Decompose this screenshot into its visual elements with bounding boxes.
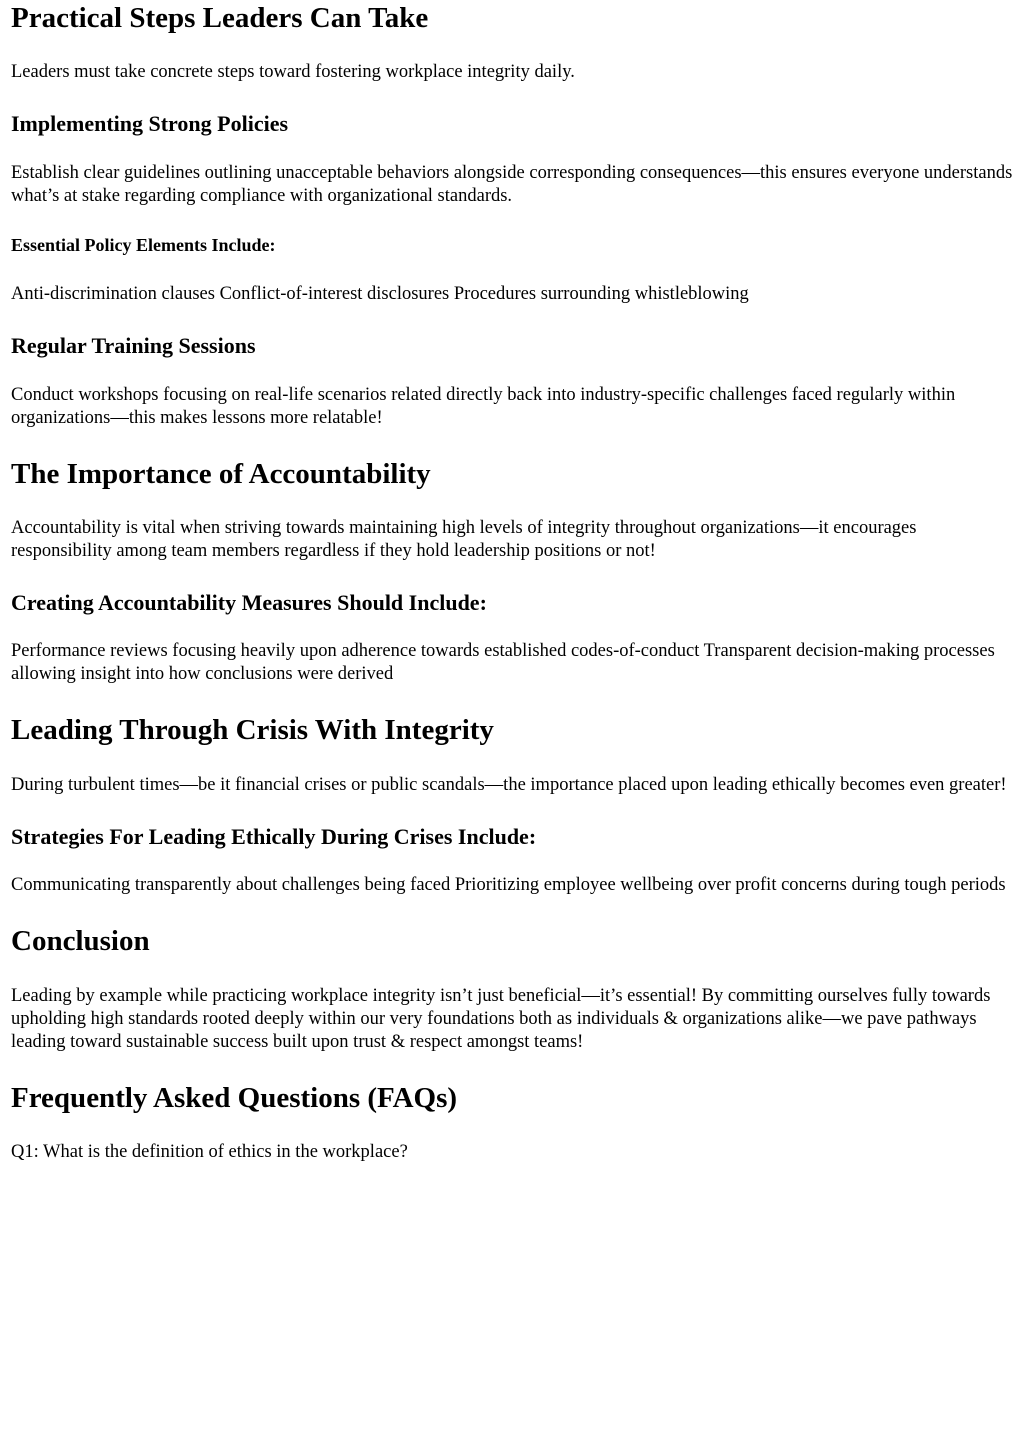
subheading-policy-elements: Essential Policy Elements Include: — [11, 234, 276, 255]
paragraph-accountability-intro: Accountability is vital when striving towards maintaining high levels of integrity throughout organizations—it encourages responsibility among team members regardless if they hold leadership positions or not! — [11, 518, 917, 562]
paragraph-training: Conduct workshops focusing on real-life scenarios related directly back into industry-specific challenges faced regularly within organizations—this makes lessons more relatable! — [11, 384, 956, 428]
paragraph-crisis-strategies: Communicating transparently about challenges being faced Prioritizing employee wellbeing over profit concerns during tough periods — [11, 875, 1006, 896]
section-heading-conclusion: Conclusion — [11, 925, 150, 958]
subheading-strong-policies: Implementing Strong Policies — [11, 111, 289, 137]
paragraph-conclusion: Leading by example while practicing workplace integrity isn’t just beneficial—it’s essential! By committing ourselves fully towards upholding high standards rooted deeply within our very foundations both as individuals & organizations alike—we pave pathways leading toward sustainable success built upon trust & respect amongst teams! — [11, 985, 991, 1052]
paragraph-crisis-intro: During turbulent times—be it financial crises or public scandals—the importance placed upon leading ethically becomes even greater! — [11, 774, 1007, 795]
subheading-crisis-strategies: Strategies For Leading Ethically During Crises Include: — [11, 823, 537, 849]
section-heading-accountability: The Importance of Accountability — [11, 457, 431, 490]
paragraph-policy-elements: Anti-discrimination clauses Conflict-of-interest disclosures Procedures surrounding whistleblowing — [11, 284, 749, 305]
section-heading-crisis: Leading Through Crisis With Integrity — [11, 714, 494, 747]
article — [11, 0, 1013, 1164]
paragraph-strong-policies: Establish clear guidelines outlining unacceptable behaviors alongside corresponding consequences—this ensures everyone understands what’s at stake regarding compliance with organizational standards. — [11, 162, 1013, 206]
section-heading-faqs: Frequently Asked Questions (FAQs) — [11, 1081, 458, 1114]
paragraph-practical-steps-intro: Leaders must take concrete steps toward fostering workplace integrity daily. — [11, 62, 575, 83]
paragraph-accountability-measures: Performance reviews focusing heavily upon adherence towards established codes-of-conduct Transparent decision-making processes allowing insight into how conclusions were derived — [11, 641, 995, 685]
subheading-training: Regular Training Sessions — [11, 333, 256, 359]
subheading-accountability-measures: Creating Accountability Measures Should Include: — [11, 590, 487, 616]
faq-question-1: Q1: What is the definition of ethics in the workplace? — [11, 1141, 408, 1162]
section-heading-practical-steps: Practical Steps Leaders Can Take — [11, 2, 429, 34]
